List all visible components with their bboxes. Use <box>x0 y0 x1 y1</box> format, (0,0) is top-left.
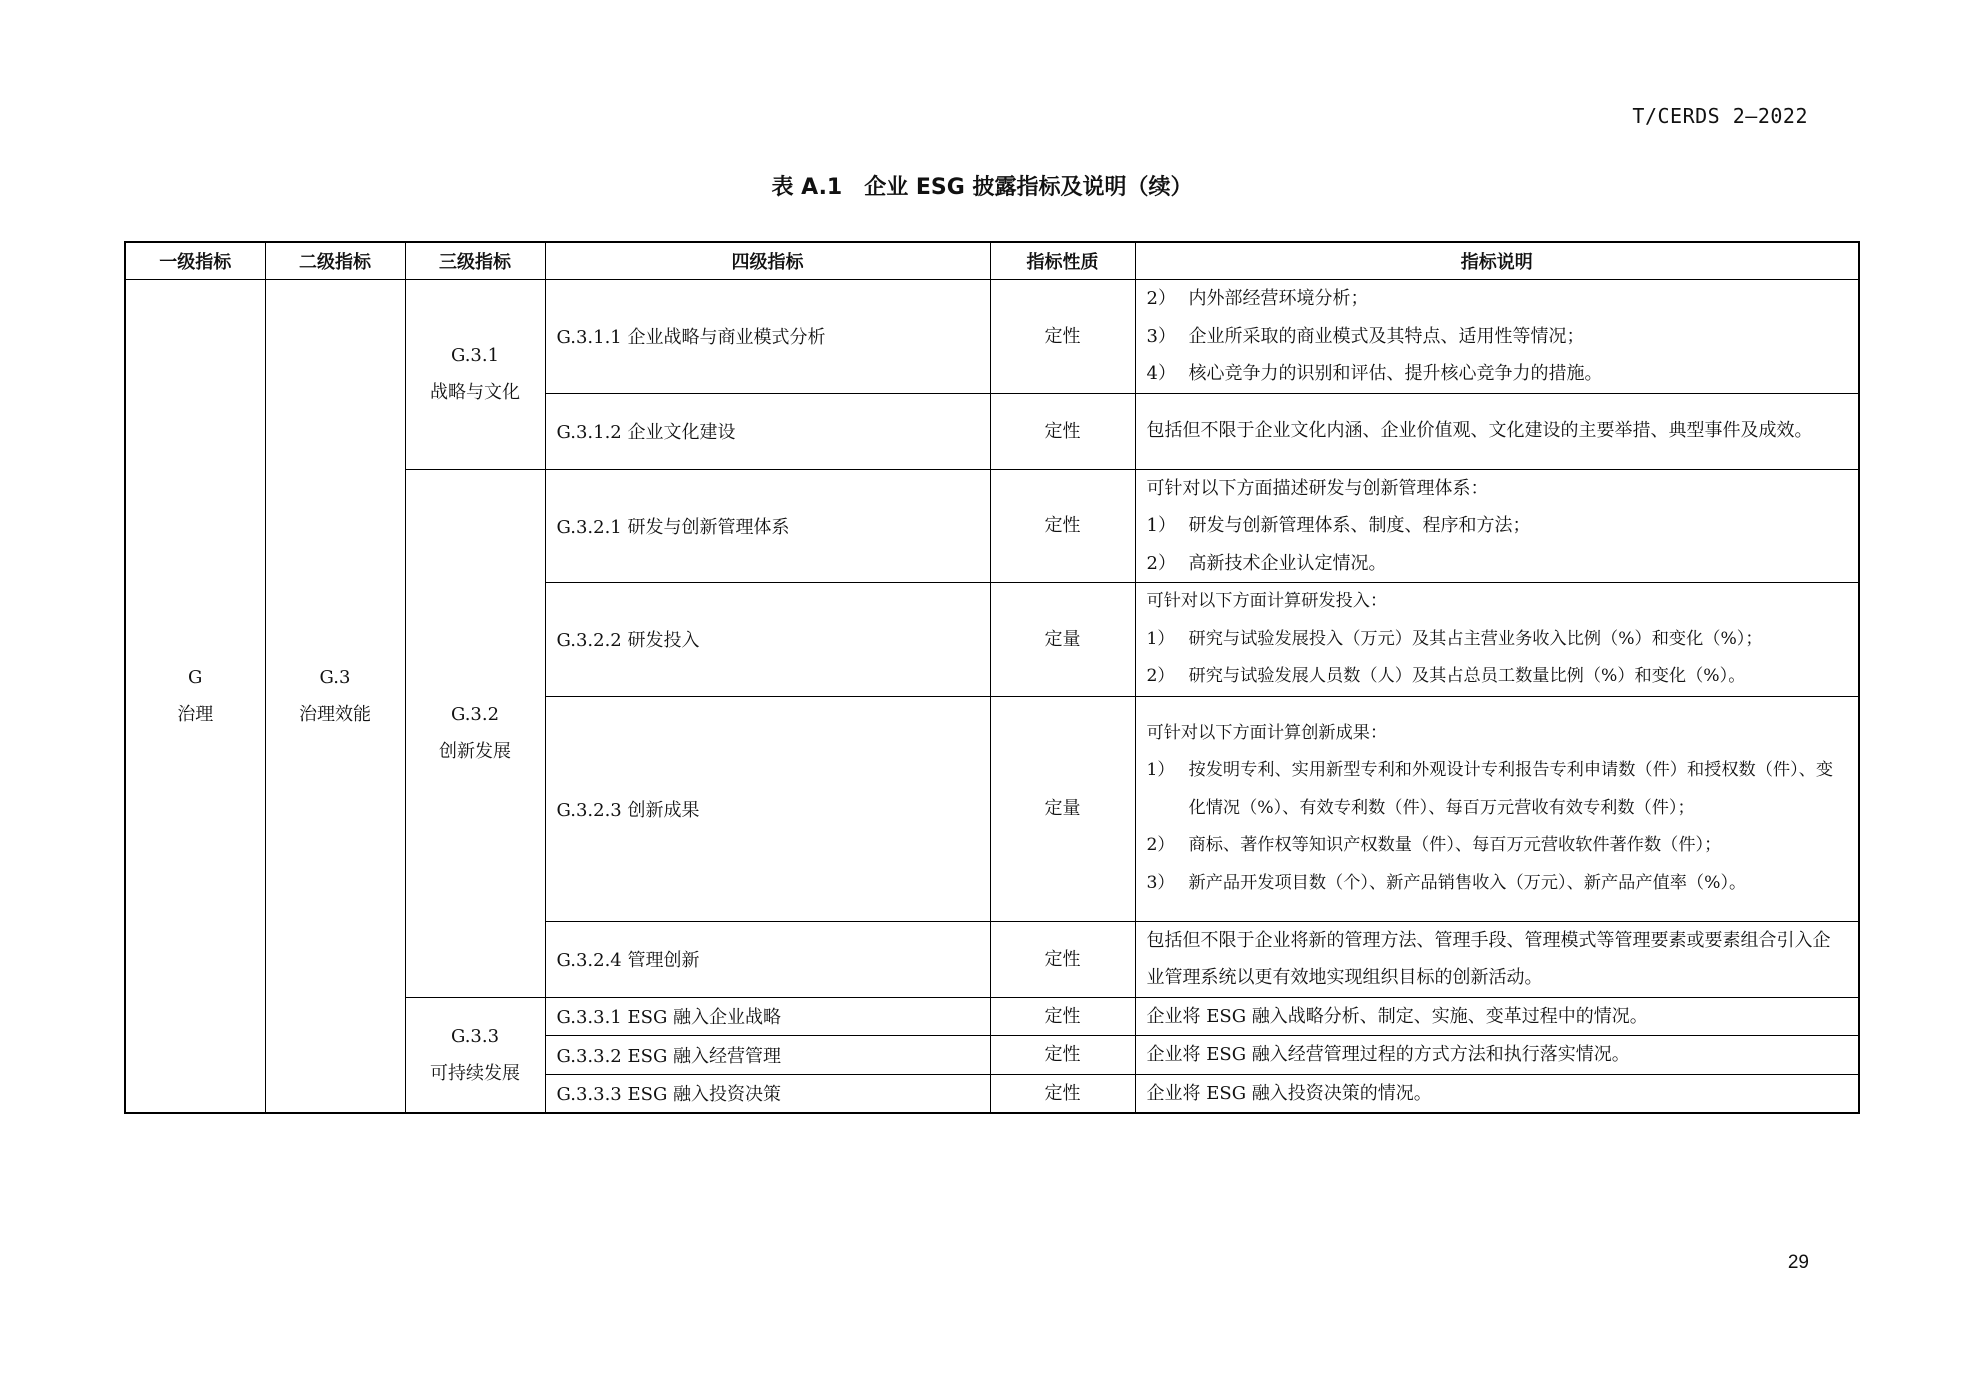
level1-code: G <box>188 667 203 688</box>
description-cell: 包括但不限于企业将新的管理方法、管理手段、管理模式等管理要素或要素组合引入企业管理系统以更有效地实现组织目标的创新活动。 <box>1135 921 1859 997</box>
table-title: 表 A.1 企业 ESG 披露指标及说明（续） <box>771 175 1193 200</box>
list-item: 1） 研究与试验发展投入（万元）及其占主营业务收入比例（%）和变化（%）； <box>1146 628 1763 649</box>
nature-cell: 定性 <box>990 1074 1135 1113</box>
level4-cell: G.3.3.1 ESG 融入企业战略 <box>545 997 990 1036</box>
level3-code: G.3.2 <box>450 704 500 725</box>
level3-cell <box>405 469 545 997</box>
page-number: 29 <box>1787 1252 1809 1273</box>
column-header: 四级指标 <box>545 242 990 280</box>
description-cell: 包括但不限于企业文化内涵、企业价值观、文化建设的主要举措、典型事件及成效。 <box>1135 393 1859 469</box>
level3-name: 创新发展 <box>439 741 511 762</box>
column-header: 三级指标 <box>405 242 545 280</box>
nature-cell: 定量 <box>990 583 1135 697</box>
column-header: 一级指标 <box>125 242 265 280</box>
nature-cell: 定性 <box>990 469 1135 583</box>
level3-code: G.3.1 <box>450 345 500 367</box>
level4-cell: G.3.2.1 研发与创新管理体系 <box>545 469 990 583</box>
list-item: 3） 企业所采取的商业模式及其特点、适用性等情况； <box>1146 325 1585 347</box>
level3-cell <box>405 280 545 470</box>
level3-cell <box>405 997 545 1113</box>
nature-cell: 定性 <box>990 280 1135 394</box>
level3-code: G.3.3 <box>450 1025 500 1047</box>
description-intro: 可针对以下方面描述研发与创新管理体系： <box>1146 477 1489 499</box>
list-item: 1） 研发与创新管理体系、制度、程序和方法； <box>1146 515 1531 536</box>
nature-cell: 定量 <box>990 696 1135 921</box>
column-header: 指标性质 <box>990 242 1135 280</box>
description-cell <box>1135 583 1859 697</box>
level3-name: 战略与文化 <box>430 382 520 404</box>
list-item: 2） 商标、著作权等知识产权数量（件）、每百万元营收软件著作数（件）； <box>1146 835 1722 856</box>
nature-cell: 定性 <box>990 1036 1135 1075</box>
column-header: 二级指标 <box>265 242 405 280</box>
nature-cell: 定性 <box>990 997 1135 1036</box>
description-cell: 企业将 ESG 融入经营管理过程的方式方法和执行落实情况。 <box>1135 1036 1859 1075</box>
level2-name: 治理效能 <box>299 704 371 725</box>
nature-cell: 定性 <box>990 921 1135 997</box>
list-item: 2） 高新技术企业认定情况。 <box>1146 552 1387 574</box>
table-row <box>125 280 1859 394</box>
level4-cell: G.3.1.1 企业战略与商业模式分析 <box>545 280 990 394</box>
level3-name: 可持续发展 <box>430 1062 520 1084</box>
level1-cell <box>125 280 265 1114</box>
description-intro: 可针对以下方面计算创新成果： <box>1146 722 1388 743</box>
document-code: T/CERDS 2—2022 <box>1632 104 1808 128</box>
table-header-row <box>125 242 1859 280</box>
level2-cell <box>265 280 405 1114</box>
list-item: 3） 新产品开发项目数（个）、新产品销售收入（万元）、新产品产值率（%）。 <box>1146 872 1747 893</box>
level4-cell: G.3.3.2 ESG 融入经营管理 <box>545 1036 990 1075</box>
column-header: 指标说明 <box>1135 242 1859 280</box>
description-cell: 企业将 ESG 融入战略分析、制定、实施、变革过程中的情况。 <box>1135 997 1859 1036</box>
level2-code: G.3 <box>319 667 351 688</box>
description-cell <box>1135 469 1859 583</box>
description-cell <box>1135 696 1859 921</box>
level4-cell: G.3.2.4 管理创新 <box>545 921 990 997</box>
list-item: 4） 核心竞争力的识别和评估、提升核心竞争力的措施。 <box>1146 363 1603 384</box>
nature-cell: 定性 <box>990 393 1135 469</box>
esg-indicator-table <box>124 241 1860 1114</box>
level4-cell: G.3.3.3 ESG 融入投资决策 <box>545 1074 990 1113</box>
description-intro: 可针对以下方面计算研发投入： <box>1146 591 1388 611</box>
level1-name: 治理 <box>177 704 214 725</box>
level4-cell: G.3.2.2 研发投入 <box>545 583 990 697</box>
level4-cell: G.3.1.2 企业文化建设 <box>545 393 990 469</box>
list-item: 2） 研究与试验发展人员数（人）及其占总员工数量比例（%）和变化（%）。 <box>1146 666 1746 686</box>
list-item: 2） 内外部经营环境分析； <box>1146 288 1369 309</box>
description-cell <box>1135 280 1859 394</box>
list-item: 1） 按发明专利、实用新型专利和外观设计专利报告专利申请数（件）和授权数（件）、变化情况（%）、有效专利数（件）、每百万元营收有效专利数（件）； <box>1146 760 1834 818</box>
level4-cell: G.3.2.3 创新成果 <box>545 696 990 921</box>
description-cell: 企业将 ESG 融入投资决策的情况。 <box>1135 1074 1859 1113</box>
